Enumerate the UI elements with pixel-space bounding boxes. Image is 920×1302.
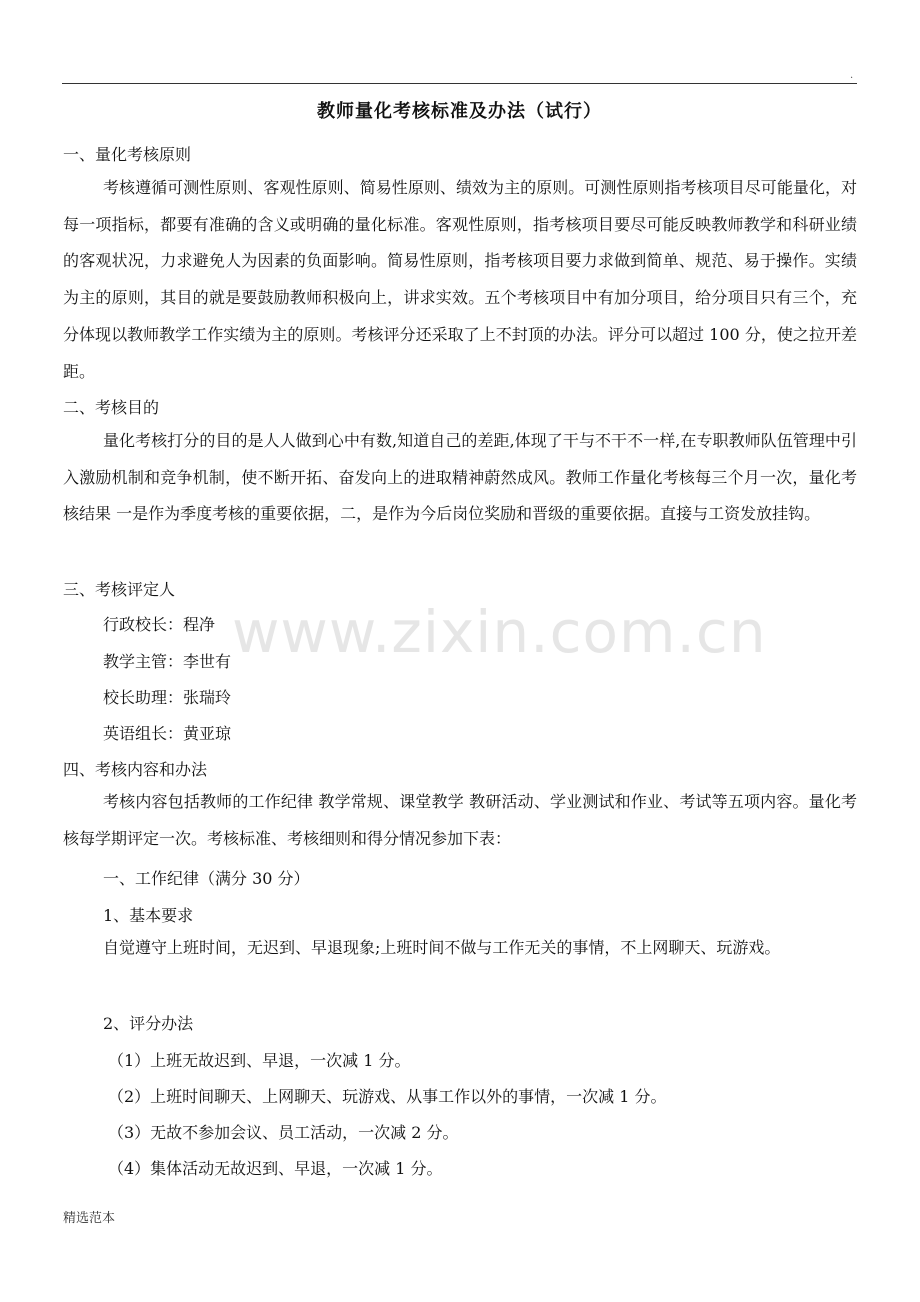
- scoring-rule: （1）上班无故迟到、早退，一次减 1 分。: [108, 1051, 411, 1070]
- footer-text: 精选范本: [63, 1211, 116, 1226]
- purpose-paragraph: 量化考核打分的目的是人人做到心中有数,知道自己的差距,体现了干与不干不一样,在专职教师队伍管理中引入激励机制和竞争机制，使不断开拓、奋发向上的进取精神蔚然成风。教师工作量化考核每三个月一次，量化考核结果 一是作为季度考核的重要依据，二，是作为今后岗位奖励和晋级的重要依据。直接与工资发放挂钩。: [63, 431, 857, 524]
- section-heading-content: 四、考核内容和办法: [63, 760, 208, 779]
- section-heading-evaluators: 三、考核评定人: [63, 580, 176, 599]
- scoring-rule: （4）集体活动无故迟到、早退，一次减 1 分。: [108, 1159, 443, 1178]
- evaluator-item: 教学主管：李世有: [103, 652, 232, 671]
- document-title: 教师量化考核标准及办法（试行）: [317, 101, 602, 122]
- subsection-heading-discipline: 一、工作纪律（满分 30 分）: [103, 869, 310, 888]
- header-rule: [62, 83, 857, 84]
- header-mark: .: [850, 70, 854, 81]
- section-heading-purpose: 二、考核目的: [63, 398, 160, 417]
- subsection-heading-scoring: 2、评分办法: [103, 1014, 194, 1033]
- watermark-text: www.zixin.com.cn: [232, 598, 767, 666]
- requirements-paragraph: 自觉遵守上班时间，无迟到、早退现象;上班时间不做与工作无关的事情，不上网聊天、玩游戏。: [103, 938, 781, 957]
- evaluator-item: 校长助理：张瑞玲: [103, 688, 232, 707]
- evaluator-item: 行政校长：程净: [103, 615, 216, 634]
- evaluator-item: 英语组长：黄亚琼: [103, 724, 232, 743]
- scoring-rule: （3）无故不参加会议、员工活动，一次减 2 分。: [108, 1123, 459, 1142]
- scoring-rule: （2）上班时间聊天、上网聊天、玩游戏、从事工作以外的事情，一次减 1 分。: [108, 1087, 667, 1106]
- principles-paragraph: 考核遵循可测性原则、客观性原则、简易性原则、绩效为主的原则。可测性原则指考核项目尽可能量化，对每一项指标，都要有准确的含义或明确的量化标准。客观性原则，指考核项目要尽可能反映教师教学和科研业绩的客观状况，力求避免人为因素的负面影响。简易性原则，指考核项目要力求做到简单、规范、易于操作。实绩为主的原则，其目的就是要鼓励教师积极向上，讲求实效。五个考核项目中有加分项目，给分项目只有三个，充分体现以教师教学工作实绩为主的原则。考核评分还采取了上不封顶的办法。评分可以超过 100 分，使之拉开差距。: [63, 178, 857, 381]
- section-heading-principles: 一、量化考核原则: [63, 145, 192, 164]
- subsection-heading-requirements: 1、基本要求: [103, 906, 194, 925]
- content-paragraph: 考核内容包括教师的工作纪律 教学常规、课堂教学 教研活动、学业测试和作业、考试等五项内容。量化考核每学期评定一次。考核标准、考核细则和得分情况参加下表：: [63, 792, 857, 848]
